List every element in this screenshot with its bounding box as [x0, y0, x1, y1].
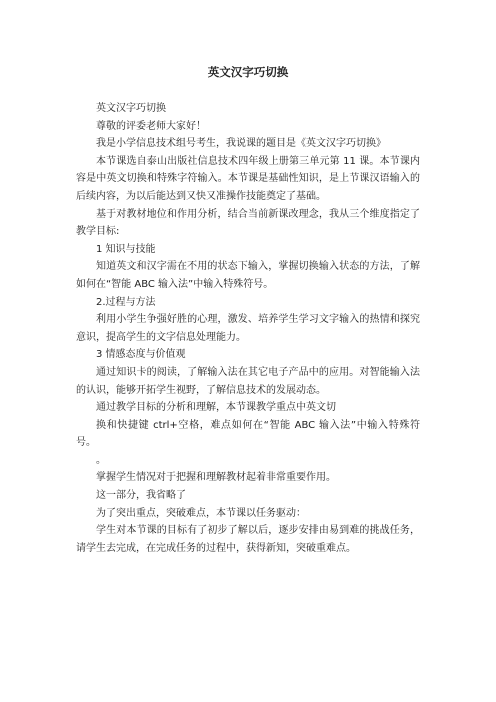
- paragraph: 为了突出重点，突破难点，本节课以任务驱动：: [96, 507, 306, 519]
- paragraph: 3 情感态度与价值观: [96, 349, 186, 361]
- document-title: 英文汉字巧切换: [207, 65, 289, 79]
- paragraph: 本节课选自泰山出版社信息技术四年级上册第三单元第 11 课。本节课内容是中英文切换和特殊字符输入。本节课是基础性知识，是上节课汉语输入的后续内容，为以后能达到又快又准操作技能奠定了基础。: [76, 155, 420, 202]
- paragraph: 掌握学生情况对于把握和理解教材起着非常重要作用。: [96, 472, 336, 484]
- paragraph: 1 知识与技能: [96, 243, 156, 255]
- paragraph: 学生对本节课的目标有了初步了解以后，逐步安排由易到难的挑战任务，请学生去完成，在完成任务的过程中，获得新知，突破重难点。: [76, 525, 420, 554]
- paragraph: 我是小学信息技术组号考生，我说课的题目是《英文汉字巧切换》: [96, 138, 386, 150]
- paragraph: 基于对教材地位和作用分析，结合当前新课改理念，我从三个维度指定了教学目标:: [76, 208, 420, 238]
- paragraph: 通过知识卡的阅读，了解输入法在其它电子产品中的应用。对智能输入法的认识，能够开拓学生视野，了解信息技术的发展动态。: [76, 366, 420, 396]
- paragraph: 。: [96, 454, 106, 466]
- paragraph: 这一部分，我省略了: [96, 490, 186, 502]
- document-body: [76, 100, 420, 557]
- paragraph: 尊敬的评委老师大家好！: [96, 120, 206, 132]
- paragraph: 知道英文和汉字需在不用的状态下输入，掌握切换输入状态的方法，了解如何在“智能 ABC 输入法”中输入特殊符号。: [76, 261, 420, 290]
- paragraph: 2.过程与方法: [96, 296, 156, 308]
- paragraph: 通过教学目标的分析和理解，本节课教学重点中英文切: [96, 402, 336, 414]
- paragraph: 利用小学生争强好胜的心理，激发、培养学生学习文字输入的热情和探究意识，提高学生的文字信息处理能力。: [76, 314, 420, 343]
- paragraph: 英文汉字巧切换: [96, 103, 166, 114]
- paragraph: 换和快捷键 ctrl+空格，难点如何在“智能 ABC 输入法”中输入特殊符号。: [76, 419, 420, 449]
